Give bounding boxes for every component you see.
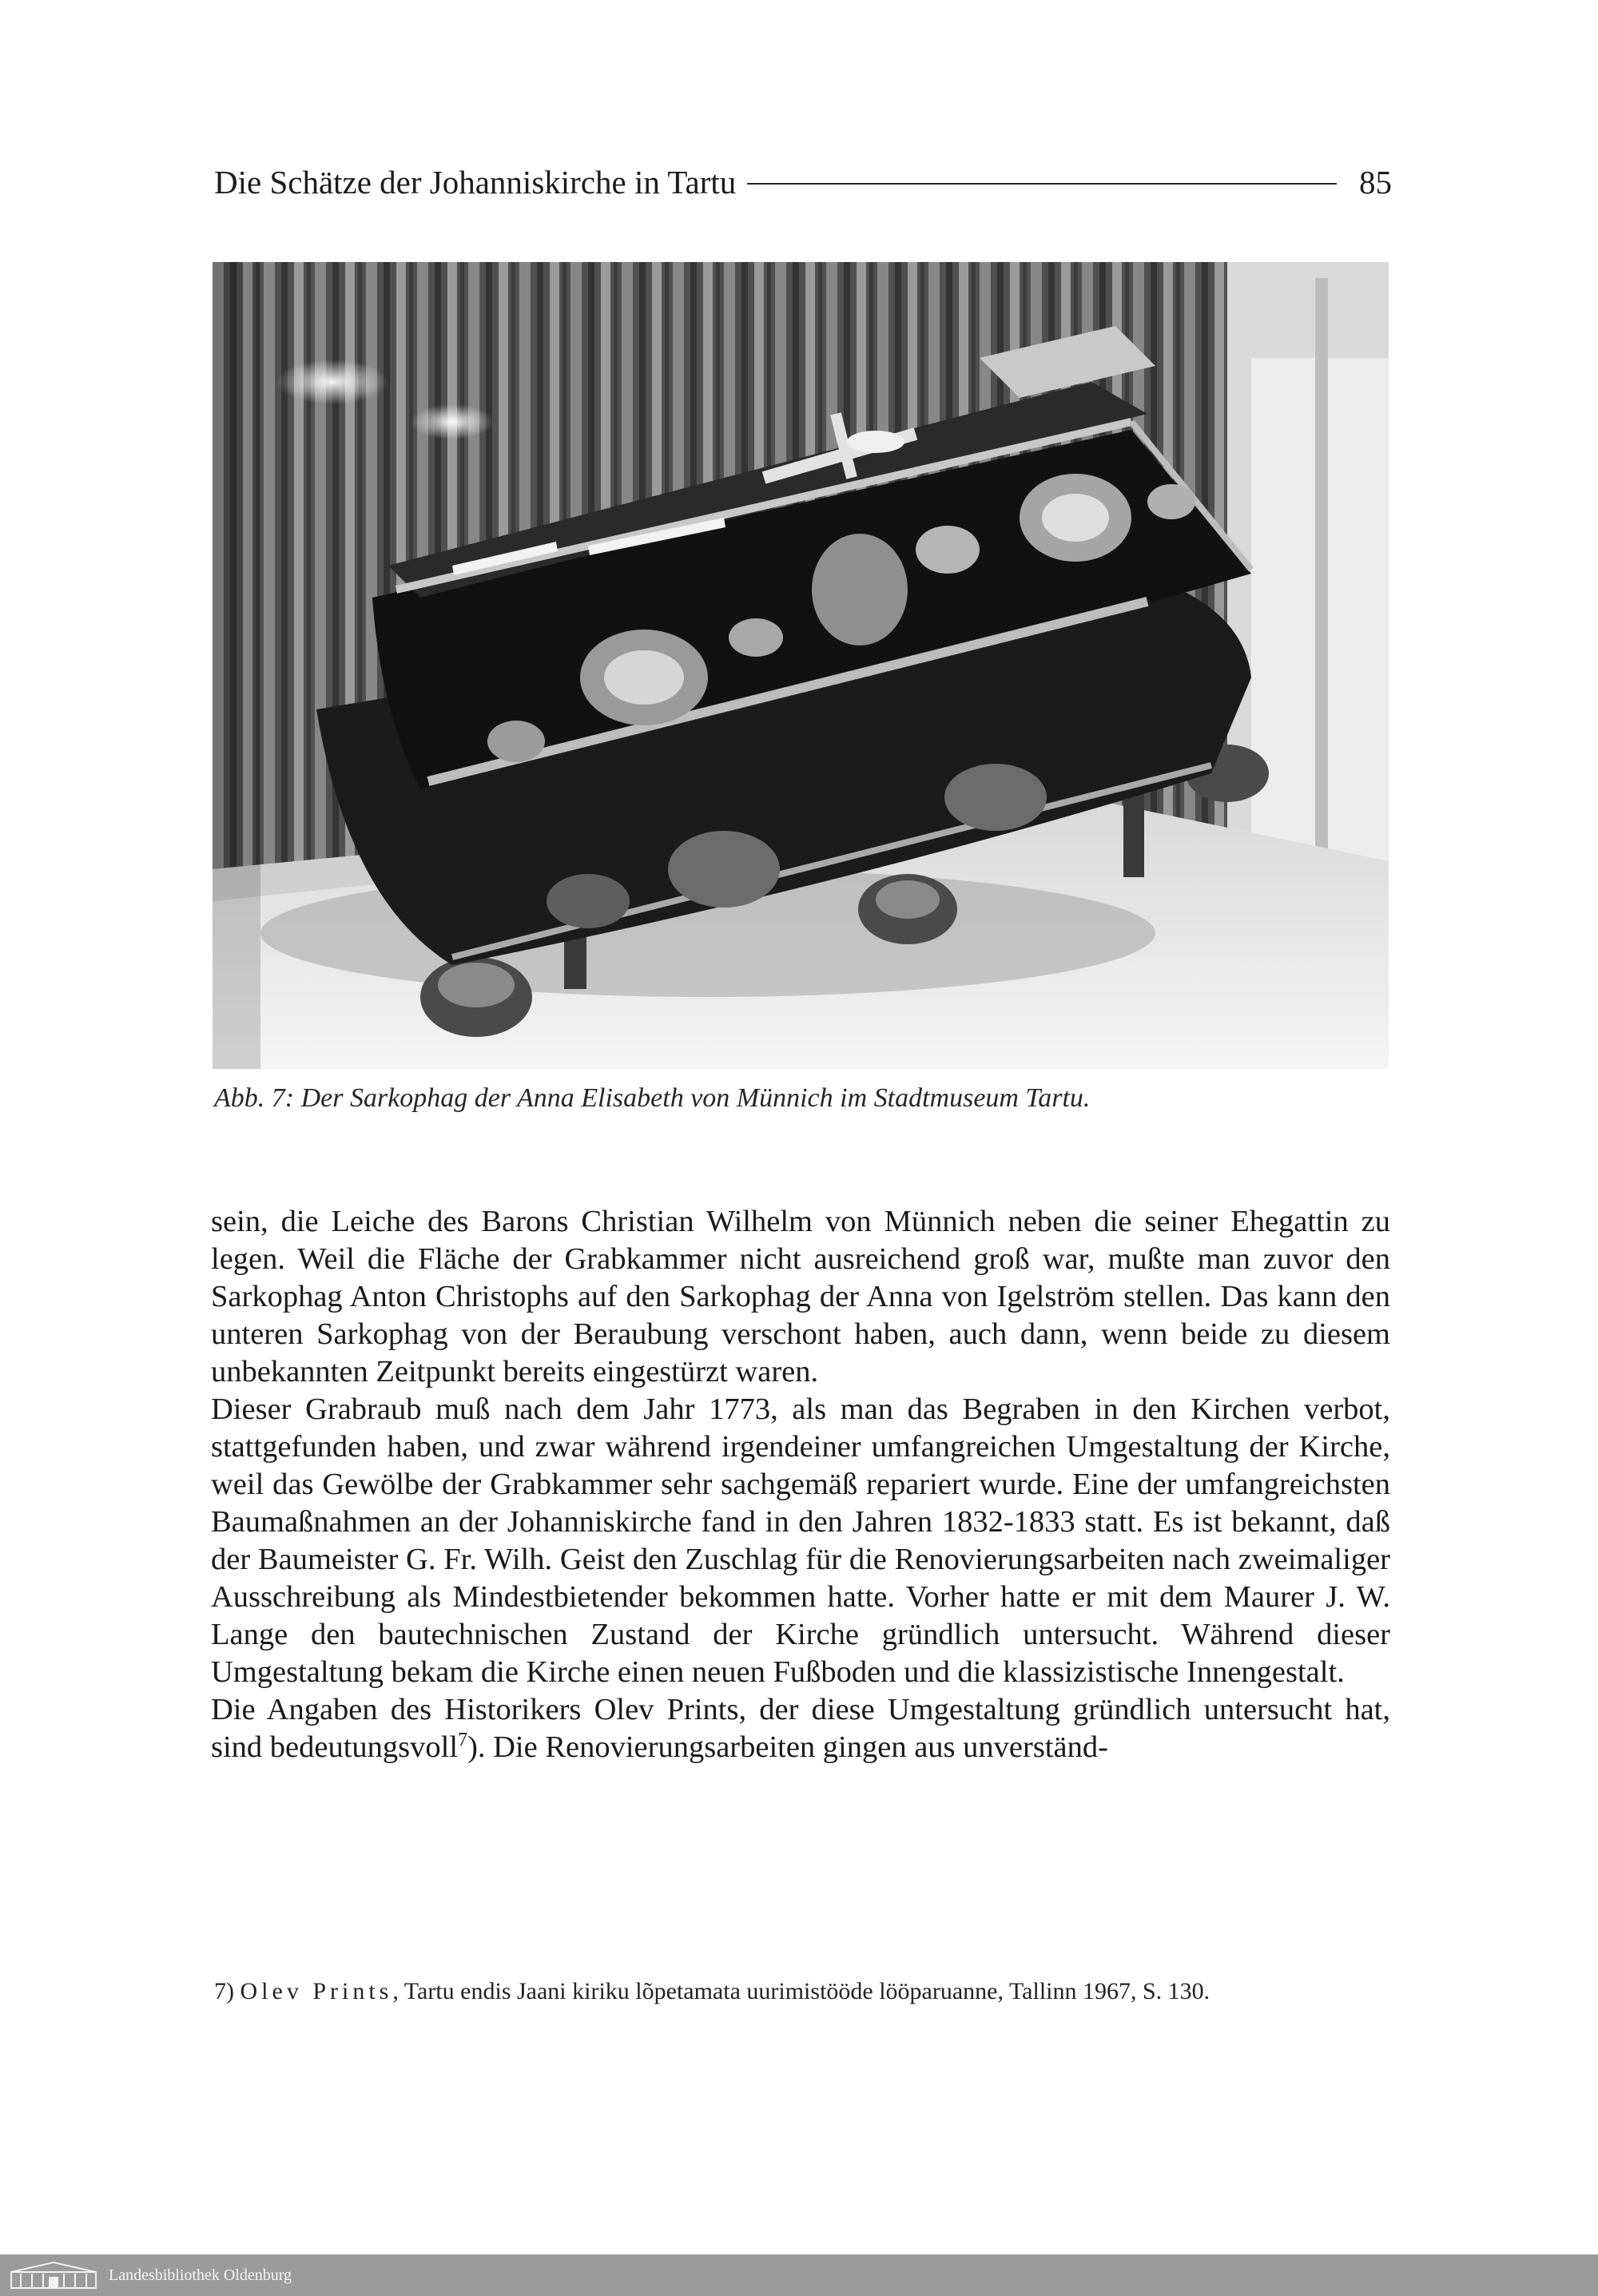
footnote-author: Olev Prints	[240, 1978, 393, 2004]
footnote-reference[interactable]: 7	[458, 1730, 468, 1751]
sarcophagus-photo	[213, 262, 1389, 1069]
body-paragraph: sein, die Leiche des Barons Christian Wilhelm von Münnich neben die seiner Ehegattin zu legen. Weil die Fläche der Grabkammer nicht ausreichend groß war, mußte man zuvor den Sarkophag Anton Christophs auf den Sarkophag der Anna von Igelström stellen. Das kann den unteren Sarkophag von der Beraubung verschont haben, auch dann, wenn beide zu diesem unbekannten Zeitpunkt bereits eingestürzt waren.	[211, 1205, 1390, 1388]
library-name: Landesbibliothek Oldenburg	[109, 2266, 292, 2284]
running-header-title: Die Schätze der Johanniskirche in Tartu	[214, 164, 737, 201]
body-paragraph-text: Die Angaben des Historikers Olev Prints, der diese Umgestaltung gründlich untersucht hat, sind bedeutungsvoll	[211, 1693, 1390, 1764]
footnote-text: , Tartu endis Jaani kiriku lõpetamata uurimistööde lööparuanne, Tallinn 1967, S. 130.	[392, 1978, 1210, 2004]
body-paragraph	[211, 1691, 1390, 1766]
body-paragraph-text: ). Die Renovierungsarbeiten gingen aus unverständ-	[467, 1730, 1108, 1764]
body-text	[211, 1203, 1390, 1766]
running-header	[214, 157, 1392, 208]
footnote	[214, 1978, 1210, 2005]
header-rule	[747, 183, 1337, 185]
figure-caption: Abb. 7: Der Sarkophag der Anna Elisabeth von Münnich im Stadtmuseum Tartu.	[214, 1083, 1091, 1113]
footnote-number: 7)	[214, 1978, 234, 2004]
library-building-icon	[10, 2261, 97, 2290]
library-footer-bar	[0, 2254, 1598, 2296]
page-number: 85	[1359, 164, 1392, 201]
sarcophagus-photo-graphic	[213, 262, 1389, 1069]
body-paragraph: Dieser Grabraub muß nach dem Jahr 1773, als man das Begraben in den Kirchen verbot, stattgefunden haben, und zwar während irgendeiner umfangreichen Umgestaltung der Kirche, weil das Gewölbe der Grabkammer sehr sachgemäß repariert wurde. Eine der umfangreichsten Baumaßnahmen an der Johanniskirche fand in den Jahren 1832-1833 statt. Es ist bekannt, daß der Baumeister G. Fr. Wilh. Geist den Zuschlag für die Renovierungsarbeiten nach zweimaliger Ausschreibung als Mindestbietender bekommen hatte. Vorher hatte er mit dem Maurer J. W. Lange den bautechnischen Zustand der Kirche gründlich untersucht. Während dieser Umgestaltung bekam die Kirche einen neuen Fußboden und die klassizistische Innengestalt.	[211, 1392, 1390, 1689]
